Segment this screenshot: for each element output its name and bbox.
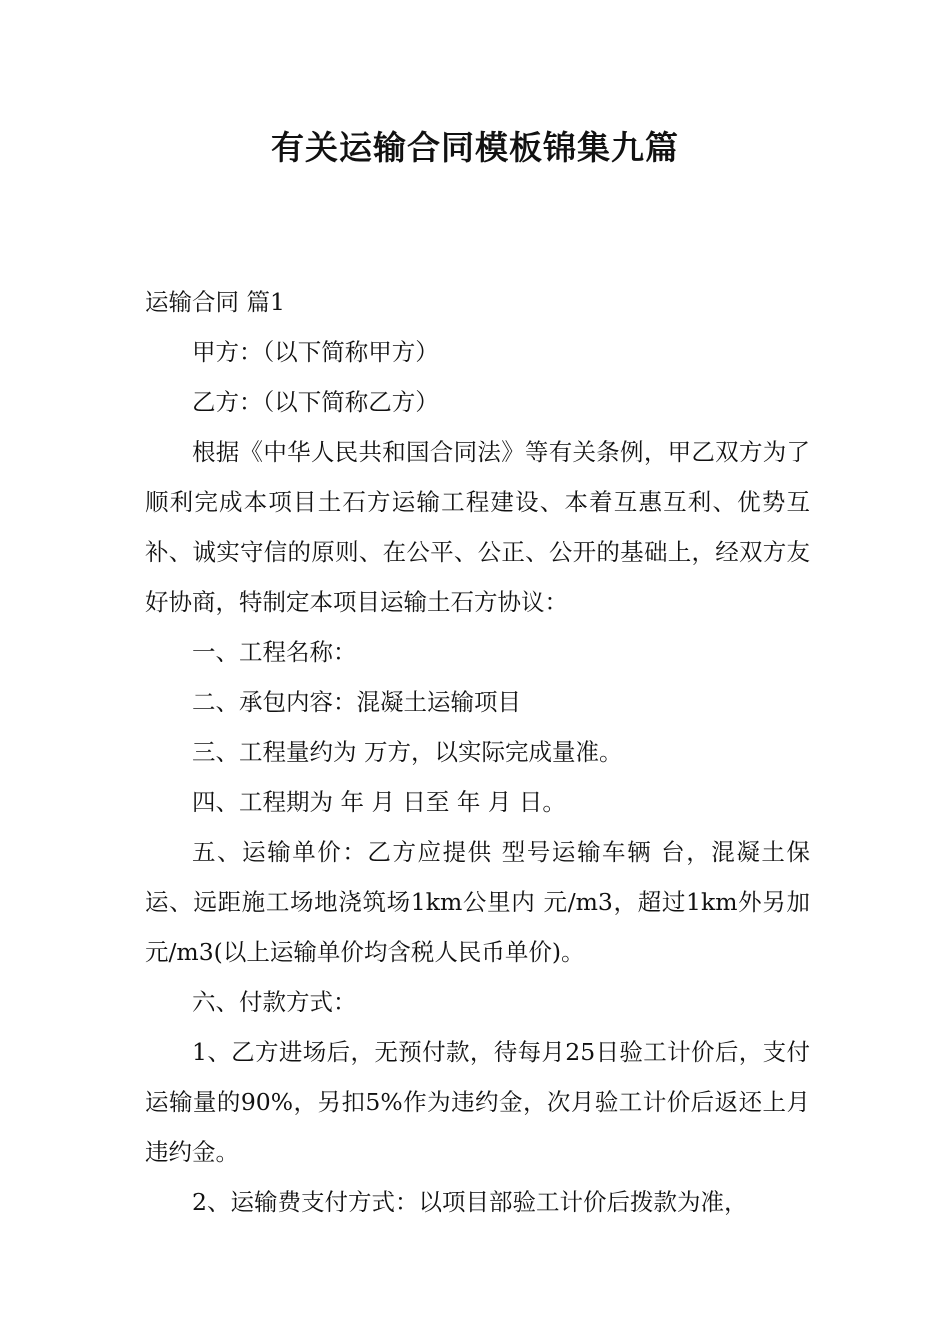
party-a-line: 甲方：（以下简称甲方） <box>192 338 439 366</box>
document-body <box>145 277 810 1227</box>
payment-item-1: 1、乙方进场后，无预付款，待每月25日验工计价后，支付运输量的90%，另扣5%作为违约金，次月验工计价后返还上月违约金。 <box>145 1038 810 1166</box>
clause-payment-method: 六、付款方式： <box>192 988 357 1016</box>
clause-duration: 四、工程期为 年 月 日至 年 月 日。 <box>192 788 566 816</box>
clause-project-name: 一、工程名称： <box>192 638 357 666</box>
clause-contract-scope: 二、承包内容：混凝土运输项目 <box>192 688 521 716</box>
payment-item-2: 2、运输费支付方式：以项目部验工计价后拨款为准， <box>192 1188 748 1216</box>
section-heading: 运输合同 篇1 <box>145 288 285 316</box>
clause-quantity: 三、工程量约为 万方，以实际完成量准。 <box>192 738 623 766</box>
clause-unit-price: 五、运输单价：乙方应提供 型号运输车辆 台，混凝土保运、远距施工场地浇筑场1km公里内 元/m3，超过1km外另加 元/m3(以上运输单价均含税人民币单价)。 <box>145 838 810 966</box>
party-b-line: 乙方：（以下简称乙方） <box>192 388 439 416</box>
document-title: 有关运输合同模板锦集九篇 <box>271 128 679 167</box>
preamble-paragraph: 根据《中华人民共和国合同法》等有关条例，甲乙双方为了顺利完成本项目土石方运输工程建设、本着互惠互利、优势互补、诚实守信的原则、在公平、公正、公开的基础上，经双方友好协商，特制定本项目运输土石方协议： <box>145 438 810 616</box>
